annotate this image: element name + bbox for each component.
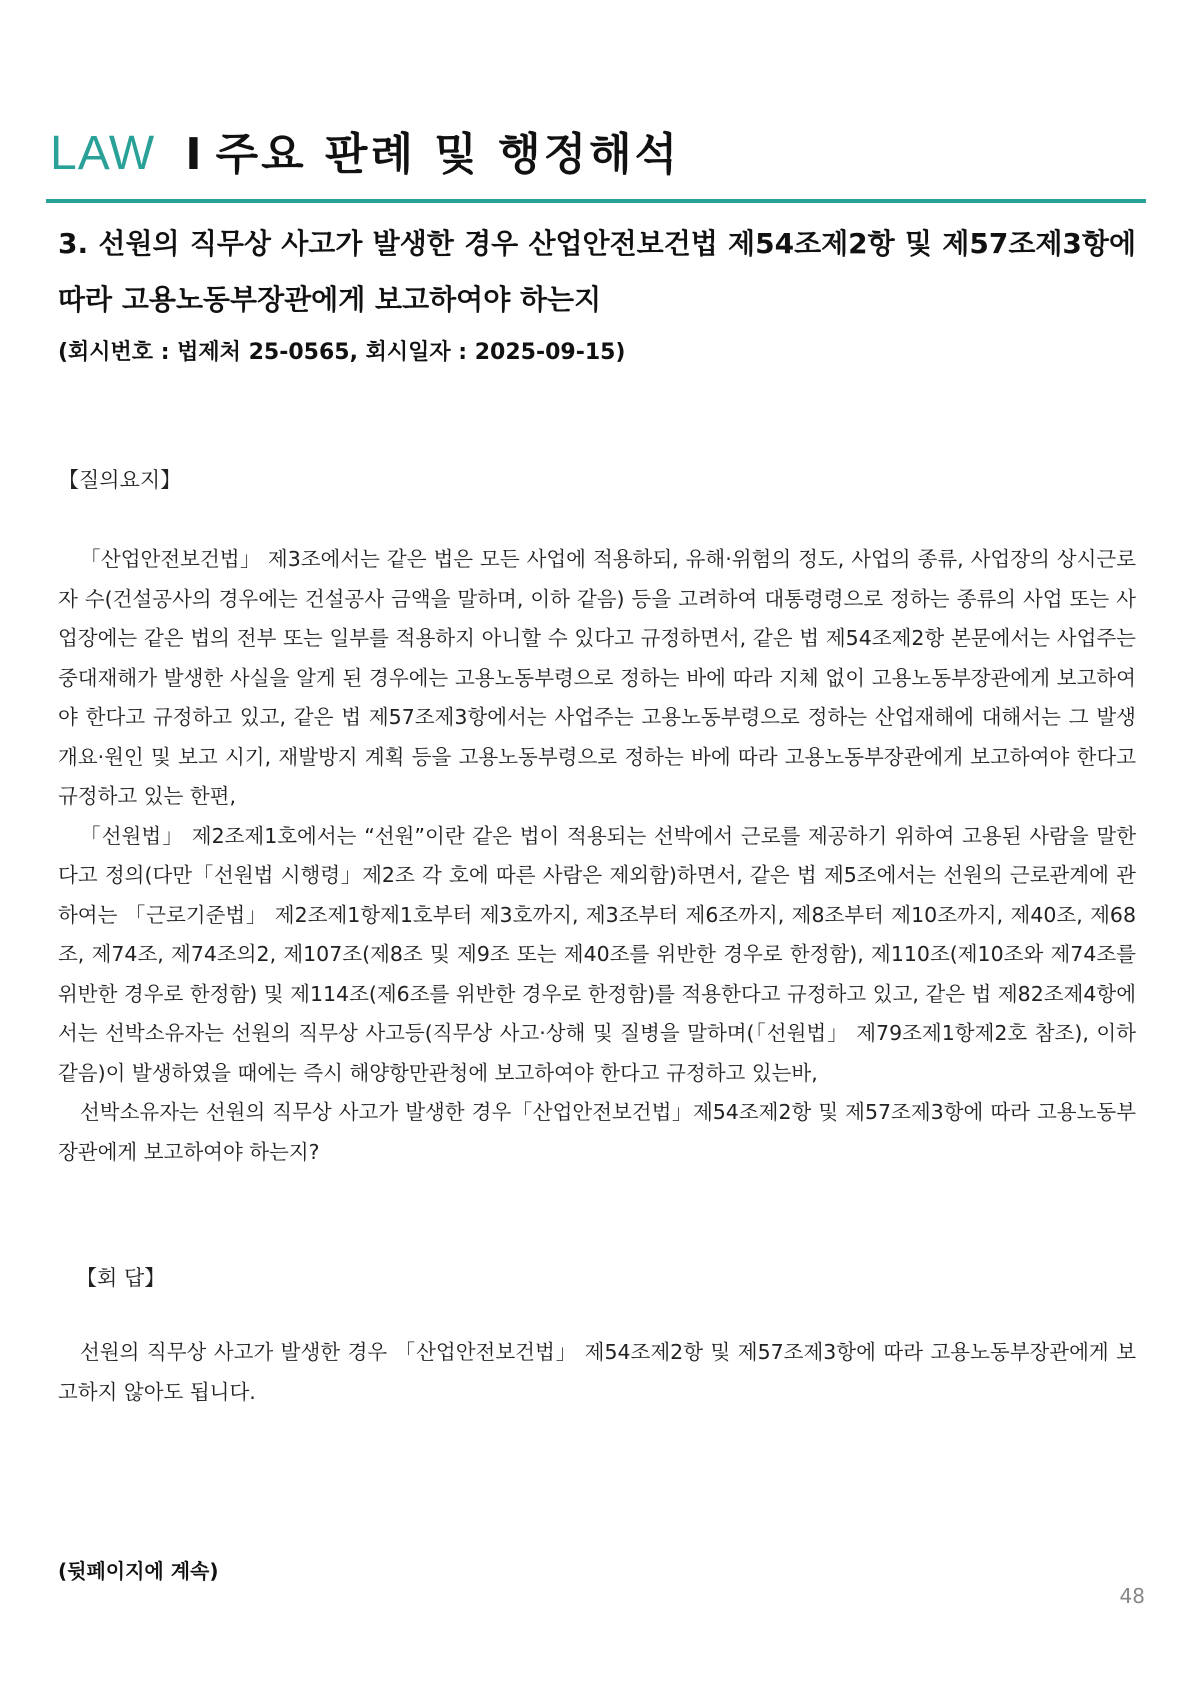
header-divider — [46, 199, 1146, 203]
answer-paragraph: 선원의 직무상 사고가 발생한 경우 「산업안전보건법」 제54조제2항 및 제57조제3항에 따라 고용노동부장관에게 보고하지 않아도 됩니다. — [58, 1340, 1136, 1404]
question-title: 3. 선원의 직무상 사고가 발생한 경우 산업안전보건법 제54조제2항 및 제57조제3항에 따라 고용노동부장관에게 보고하여야 하는지 — [58, 227, 1136, 316]
page-number: 48 — [1119, 1584, 1145, 1608]
continue-note: (뒷페이지에 계속) — [58, 1559, 219, 1583]
inquiry-label: 【질의요지】 — [58, 468, 182, 492]
reference-info: (회시번호 : 법제처 25-0565, 회시일자 : 2025-09-15) — [58, 340, 626, 365]
answer-label: 【회 답】 — [76, 1266, 166, 1290]
brand-label: LAW — [50, 127, 156, 180]
inquiry-paragraph: 「산업안전보건법」 제3조에서는 같은 법은 모든 사업에 적용하되, 유해·위험의 정도, 사업의 종류, 사업장의 상시근로자 수(건설공사의 경우에는 건설공사 금액을 말하며, 이하 같음) 등을 고려하여 대통령령으로 정하는 종류의 사업 또는 사업장에는 같은 법의 전부 또는 일부를 적용하지 아니할 수 있다고 규정하면서, 같은 법 제54조제2항 본문에서는 사업주는 중대재해가 발생한 사실을 알게 된 경우에는 고용노동부령으로 정하는 바에 따라 지체 없이 고용노동부장관에게 보고하여야 한다고 규정하고 있고, 같은 법 제57조제3항에서는 사업주는 고용노동부령으로 정하는 산업재해에 대해서는 그 발생 개요·원인 및 보고 시기, 재발방지 계획 등을 고용노동부령으로 정하는 바에 따라 고용노동부장관에게 보고하여야 한다고 규정하고 있는 한편, — [58, 547, 1136, 808]
inquiry-body — [58, 540, 1136, 1172]
answer-body — [58, 1333, 1136, 1412]
inquiry-paragraph: 선박소유자는 선원의 직무상 사고가 발생한 경우「산업안전보건법」제54조제2항 및 제57조제3항에 따라 고용노동부장관에게 보고하여야 하는지? — [58, 1100, 1136, 1164]
header-separator: I — [185, 129, 202, 180]
page-header — [50, 118, 1142, 182]
section-title: 주요 판례 및 행정해석 — [215, 129, 681, 180]
inquiry-paragraph: 「선원법」 제2조제1호에서는 “선원”이란 같은 법이 적용되는 선박에서 근로를 제공하기 위하여 고용된 사람을 말한다고 정의(다만「선원법 시행령」제2조 각 호에 따른 사람은 제외함)하면서, 같은 법 제5조에서는 선원의 근로관계에 관하여는 「근로기준법」 제2조제1항제1호부터 제3호까지, 제3조부터 제6조까지, 제8조부터 제10조까지, 제40조, 제68조, 제74조, 제74조의2, 제107조(제8조 및 제9조 또는 제40조를 위반한 경우로 한정함), 제110조(제10조와 제74조를 위반한 경우로 한정함) 및 제114조(제6조를 위반한 경우로 한정함)를 적용한다고 규정하고 있고, 같은 법 제82조제4항에서는 선박소유자는 선원의 직무상 사고등(직무상 사고·상해 및 질병을 말하며(「선원법」 제79조제1항제2호 참조), 이하 같음)이 발생하였을 때에는 즉시 해양항만관청에 보고하여야 한다고 규정하고 있는바, — [58, 823, 1136, 1085]
